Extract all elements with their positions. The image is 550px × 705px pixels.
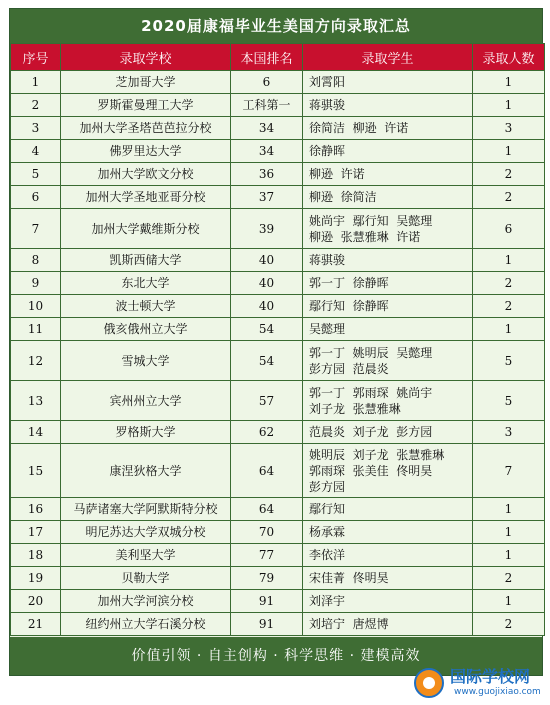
student-line: 姚明辰 刘子龙 张慧雅琳 (309, 447, 445, 462)
table-row (11, 117, 545, 140)
student-line: 柳逊 徐简洁 (309, 190, 377, 204)
row-students (303, 613, 473, 636)
row-students (303, 140, 473, 163)
student-line: 郭一丁 徐静晖 (309, 276, 389, 290)
row-students (303, 544, 473, 567)
row-students (303, 341, 473, 381)
table-row (11, 186, 545, 209)
row-students (303, 186, 473, 209)
table-row (11, 341, 545, 381)
student-line: 刘泽宇 (309, 594, 346, 608)
table-row (11, 590, 545, 613)
row-index: 6 (11, 186, 61, 209)
row-school: 加州大学河滨分校 (61, 590, 231, 613)
row-rank: 34 (231, 117, 303, 140)
row-rank: 54 (231, 341, 303, 381)
row-school: 罗斯霍曼理工大学 (61, 94, 231, 117)
row-students (303, 209, 473, 249)
row-school: 宾州州立大学 (61, 381, 231, 421)
row-index: 12 (11, 341, 61, 381)
motto-footer: 价值引领 · 自主创构 · 科学思维 · 建模高效 (10, 637, 542, 675)
student-line: 郭一丁 郭雨琛 姚尚宇 (309, 385, 433, 400)
row-students (303, 381, 473, 421)
table-row (11, 613, 545, 636)
row-school: 东北大学 (61, 272, 231, 295)
row-index: 13 (11, 381, 61, 421)
student-line: 郭一丁 姚明辰 吴懿理 (309, 345, 433, 360)
row-count: 5 (473, 341, 545, 381)
table-row (11, 94, 545, 117)
student-line: 鄢行知 (309, 502, 346, 516)
header-students: 录取学生 (303, 44, 473, 71)
row-rank: 91 (231, 590, 303, 613)
row-count: 1 (473, 94, 545, 117)
row-students (303, 94, 473, 117)
row-school: 加州大学圣地亚哥分校 (61, 186, 231, 209)
row-index: 19 (11, 567, 61, 590)
table-row (11, 567, 545, 590)
student-line: 柳逊 许诺 (309, 167, 365, 181)
row-rank: 37 (231, 186, 303, 209)
row-count: 2 (473, 295, 545, 318)
row-rank: 6 (231, 71, 303, 94)
row-index: 11 (11, 318, 61, 341)
row-count: 1 (473, 71, 545, 94)
row-rank: 39 (231, 209, 303, 249)
table-row (11, 381, 545, 421)
row-rank: 64 (231, 498, 303, 521)
row-school: 雪城大学 (61, 341, 231, 381)
row-students (303, 590, 473, 613)
row-students (303, 318, 473, 341)
table-row (11, 444, 545, 498)
row-count: 5 (473, 381, 545, 421)
row-school: 康涅狄格大学 (61, 444, 231, 498)
row-students (303, 71, 473, 94)
row-rank: 36 (231, 163, 303, 186)
row-students (303, 163, 473, 186)
row-count: 7 (473, 444, 545, 498)
row-index: 5 (11, 163, 61, 186)
row-index: 3 (11, 117, 61, 140)
table-row (11, 318, 545, 341)
table-row (11, 521, 545, 544)
row-rank: 62 (231, 421, 303, 444)
row-students (303, 117, 473, 140)
sheet-title: 2020届康福毕业生美国方向录取汇总 (10, 9, 542, 43)
row-rank: 91 (231, 613, 303, 636)
table-row (11, 209, 545, 249)
watermark-name: 国际学校网 (450, 667, 531, 686)
row-students (303, 444, 473, 498)
row-index: 20 (11, 590, 61, 613)
row-school: 芝加哥大学 (61, 71, 231, 94)
row-index: 2 (11, 94, 61, 117)
row-school: 俄亥俄州立大学 (61, 318, 231, 341)
header-rank: 本国排名 (231, 44, 303, 71)
student-line: 姚尚宇 鄢行知 吴懿理 (309, 213, 433, 228)
student-line: 蒋骐骏 (309, 98, 346, 112)
row-school: 明尼苏达大学双城分校 (61, 521, 231, 544)
table-row (11, 272, 545, 295)
row-rank: 40 (231, 272, 303, 295)
student-line: 徐静晖 (309, 144, 346, 158)
header-count: 录取人数 (473, 44, 545, 71)
row-count: 2 (473, 613, 545, 636)
row-students (303, 521, 473, 544)
student-line: 柳逊 张慧雅琳 许诺 (309, 229, 421, 244)
student-line: 彭方园 范晨炎 (309, 361, 389, 376)
row-index: 9 (11, 272, 61, 295)
watermark-url: www.guojixiao.com (454, 687, 541, 697)
student-line: 李依洋 (309, 548, 346, 562)
row-school: 波士顿大学 (61, 295, 231, 318)
row-school: 佛罗里达大学 (61, 140, 231, 163)
header-index: 序号 (11, 44, 61, 71)
row-index: 14 (11, 421, 61, 444)
table-row (11, 163, 545, 186)
row-school: 加州大学圣塔芭芭拉分校 (61, 117, 231, 140)
row-rank: 54 (231, 318, 303, 341)
row-count: 6 (473, 209, 545, 249)
row-students (303, 249, 473, 272)
row-rank: 77 (231, 544, 303, 567)
row-count: 1 (473, 498, 545, 521)
admission-table (10, 43, 545, 636)
header-school: 录取学校 (61, 44, 231, 71)
student-line: 彭方园 (309, 479, 346, 494)
row-rank: 40 (231, 249, 303, 272)
row-index: 16 (11, 498, 61, 521)
student-line: 刘子龙 张慧雅琳 (309, 401, 401, 416)
student-line: 杨承霖 (309, 525, 346, 539)
student-line: 宋佳菁 佟明昊 (309, 571, 389, 585)
table-row (11, 498, 545, 521)
row-school: 加州大学欧文分校 (61, 163, 231, 186)
table-body (11, 71, 545, 636)
row-count: 1 (473, 544, 545, 567)
row-students (303, 421, 473, 444)
row-students (303, 272, 473, 295)
row-index: 1 (11, 71, 61, 94)
row-index: 17 (11, 521, 61, 544)
row-school: 罗格斯大学 (61, 421, 231, 444)
table-row (11, 295, 545, 318)
row-rank: 70 (231, 521, 303, 544)
table-row (11, 140, 545, 163)
row-rank: 34 (231, 140, 303, 163)
row-school: 美利坚大学 (61, 544, 231, 567)
row-count: 2 (473, 567, 545, 590)
row-students (303, 498, 473, 521)
row-index: 10 (11, 295, 61, 318)
row-count: 1 (473, 249, 545, 272)
admission-sheet (9, 8, 543, 676)
row-school: 纽约州立大学石溪分校 (61, 613, 231, 636)
student-line: 鄢行知 徐静晖 (309, 299, 389, 313)
row-students (303, 567, 473, 590)
row-count: 2 (473, 163, 545, 186)
student-line: 范晨炎 刘子龙 彭方园 (309, 425, 433, 439)
row-school: 凯斯西储大学 (61, 249, 231, 272)
row-index: 15 (11, 444, 61, 498)
table-row (11, 249, 545, 272)
row-count: 1 (473, 521, 545, 544)
table-row (11, 544, 545, 567)
row-index: 18 (11, 544, 61, 567)
student-line: 徐简洁 柳逊 许诺 (309, 121, 409, 135)
row-count: 1 (473, 140, 545, 163)
row-students (303, 295, 473, 318)
student-line: 郭雨琛 张美佳 佟明昊 (309, 463, 433, 478)
row-rank: 40 (231, 295, 303, 318)
student-line: 吴懿理 (309, 322, 346, 336)
student-line: 刘培宁 唐煜博 (309, 617, 389, 631)
row-rank: 工科第一 (231, 94, 303, 117)
row-count: 3 (473, 421, 545, 444)
row-school: 加州大学戴维斯分校 (61, 209, 231, 249)
row-count: 2 (473, 186, 545, 209)
row-school: 马萨诸塞大学阿默斯特分校 (61, 498, 231, 521)
row-index: 8 (11, 249, 61, 272)
row-count: 3 (473, 117, 545, 140)
row-count: 1 (473, 590, 545, 613)
table-row (11, 71, 545, 94)
table-row (11, 421, 545, 444)
row-index: 4 (11, 140, 61, 163)
row-rank: 64 (231, 444, 303, 498)
row-rank: 79 (231, 567, 303, 590)
student-line: 刘霄阳 (309, 75, 346, 89)
student-line: 蒋骐骏 (309, 253, 346, 267)
table-header-row (11, 44, 545, 71)
row-rank: 57 (231, 381, 303, 421)
row-index: 7 (11, 209, 61, 249)
row-index: 21 (11, 613, 61, 636)
row-school: 贝勒大学 (61, 567, 231, 590)
row-count: 2 (473, 272, 545, 295)
row-count: 1 (473, 318, 545, 341)
